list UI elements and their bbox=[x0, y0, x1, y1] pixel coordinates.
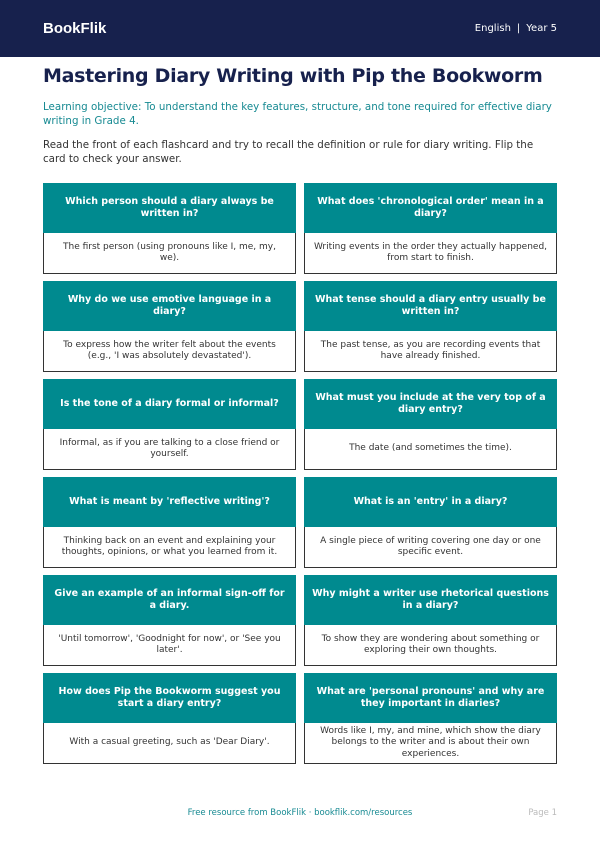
flashcard-grid bbox=[43, 183, 557, 764]
flashcard-back: To express how the writer felt about the events (e.g., 'I was absolutely devastated'). bbox=[43, 331, 296, 372]
page-number: Page 1 bbox=[528, 808, 557, 818]
page-title: Mastering Diary Writing with Pip the Bookworm bbox=[43, 65, 543, 87]
flashcard-back: The date (and sometimes the time). bbox=[304, 429, 557, 470]
flashcard[interactable] bbox=[43, 183, 296, 274]
flashcard[interactable] bbox=[43, 379, 296, 470]
flashcard-back: A single piece of writing covering one day or one specific event. bbox=[304, 527, 557, 568]
footer bbox=[0, 808, 600, 822]
flashcard-front: What is an 'entry' in a diary? bbox=[304, 477, 557, 527]
separator: | bbox=[516, 23, 521, 34]
flashcard[interactable] bbox=[43, 575, 296, 666]
flashcard-front: Why might a writer use rhetorical questions in a diary? bbox=[304, 575, 557, 625]
flashcard-back: Writing events in the order they actually happened, from start to finish. bbox=[304, 233, 557, 274]
brand-logo[interactable]: BookFlik bbox=[43, 20, 107, 37]
flashcard-back: Informal, as if you are talking to a close friend or yourself. bbox=[43, 429, 296, 470]
instructions: Read the front of each flashcard and try to recall the definition or rule for diary writing. Flip the card to check your answer. bbox=[43, 139, 534, 165]
flashcard-front: What must you include at the very top of a diary entry? bbox=[304, 379, 557, 429]
subject-label: English bbox=[474, 23, 511, 34]
flashcard[interactable] bbox=[304, 183, 557, 274]
flashcard-front: What are 'personal pronouns' and why are they important in diaries? bbox=[304, 673, 557, 723]
flashcard-front: What does 'chronological order' mean in a diary? bbox=[304, 183, 557, 233]
flashcard-front: Is the tone of a diary formal or informal? bbox=[43, 379, 296, 429]
flashcard[interactable] bbox=[43, 281, 296, 372]
flashcard-front: What tense should a diary entry usually be written in? bbox=[304, 281, 557, 331]
flashcard-front: How does Pip the Bookworm suggest you start a diary entry? bbox=[43, 673, 296, 723]
year-label: Year 5 bbox=[526, 23, 557, 34]
subject-year bbox=[475, 23, 557, 34]
flashcard[interactable] bbox=[43, 673, 296, 764]
flashcard[interactable] bbox=[43, 477, 296, 568]
flashcard-back: Thinking back on an event and explaining your thoughts, opinions, or what you learned from it. bbox=[43, 527, 296, 568]
flashcard[interactable] bbox=[304, 379, 557, 470]
flashcard-back: To show they are wondering about something or exploring their own thoughts. bbox=[304, 625, 557, 666]
flashcard[interactable] bbox=[304, 673, 557, 764]
flashcard-back: Words like I, my, and mine, which show the diary belongs to the writer and is about their own experiences. bbox=[304, 723, 557, 764]
flashcard-back: With a casual greeting, such as 'Dear Diary'. bbox=[43, 723, 296, 764]
learning-objective: Learning objective: To understand the key features, structure, and tone required for effective diary writing in Grade 4. bbox=[43, 101, 552, 127]
flashcard[interactable] bbox=[304, 575, 557, 666]
flashcard[interactable] bbox=[304, 477, 557, 568]
flashcard-front: What is meant by 'reflective writing'? bbox=[43, 477, 296, 527]
flashcard-back: 'Until tomorrow', 'Goodnight for now', or 'See you later'. bbox=[43, 625, 296, 666]
flashcard-front: Give an example of an informal sign-off for a diary. bbox=[43, 575, 296, 625]
flashcard-back: The first person (using pronouns like I, me, my, we). bbox=[43, 233, 296, 274]
top-bar bbox=[0, 0, 600, 57]
flashcard-back: The past tense, as you are recording events that have already finished. bbox=[304, 331, 557, 372]
flashcard-front: Which person should a diary always be written in? bbox=[43, 183, 296, 233]
flashcard-front: Why do we use emotive language in a diary? bbox=[43, 281, 296, 331]
flashcard[interactable] bbox=[304, 281, 557, 372]
footer-link[interactable]: Free resource from BookFlik · bookflik.com/resources bbox=[187, 808, 413, 818]
